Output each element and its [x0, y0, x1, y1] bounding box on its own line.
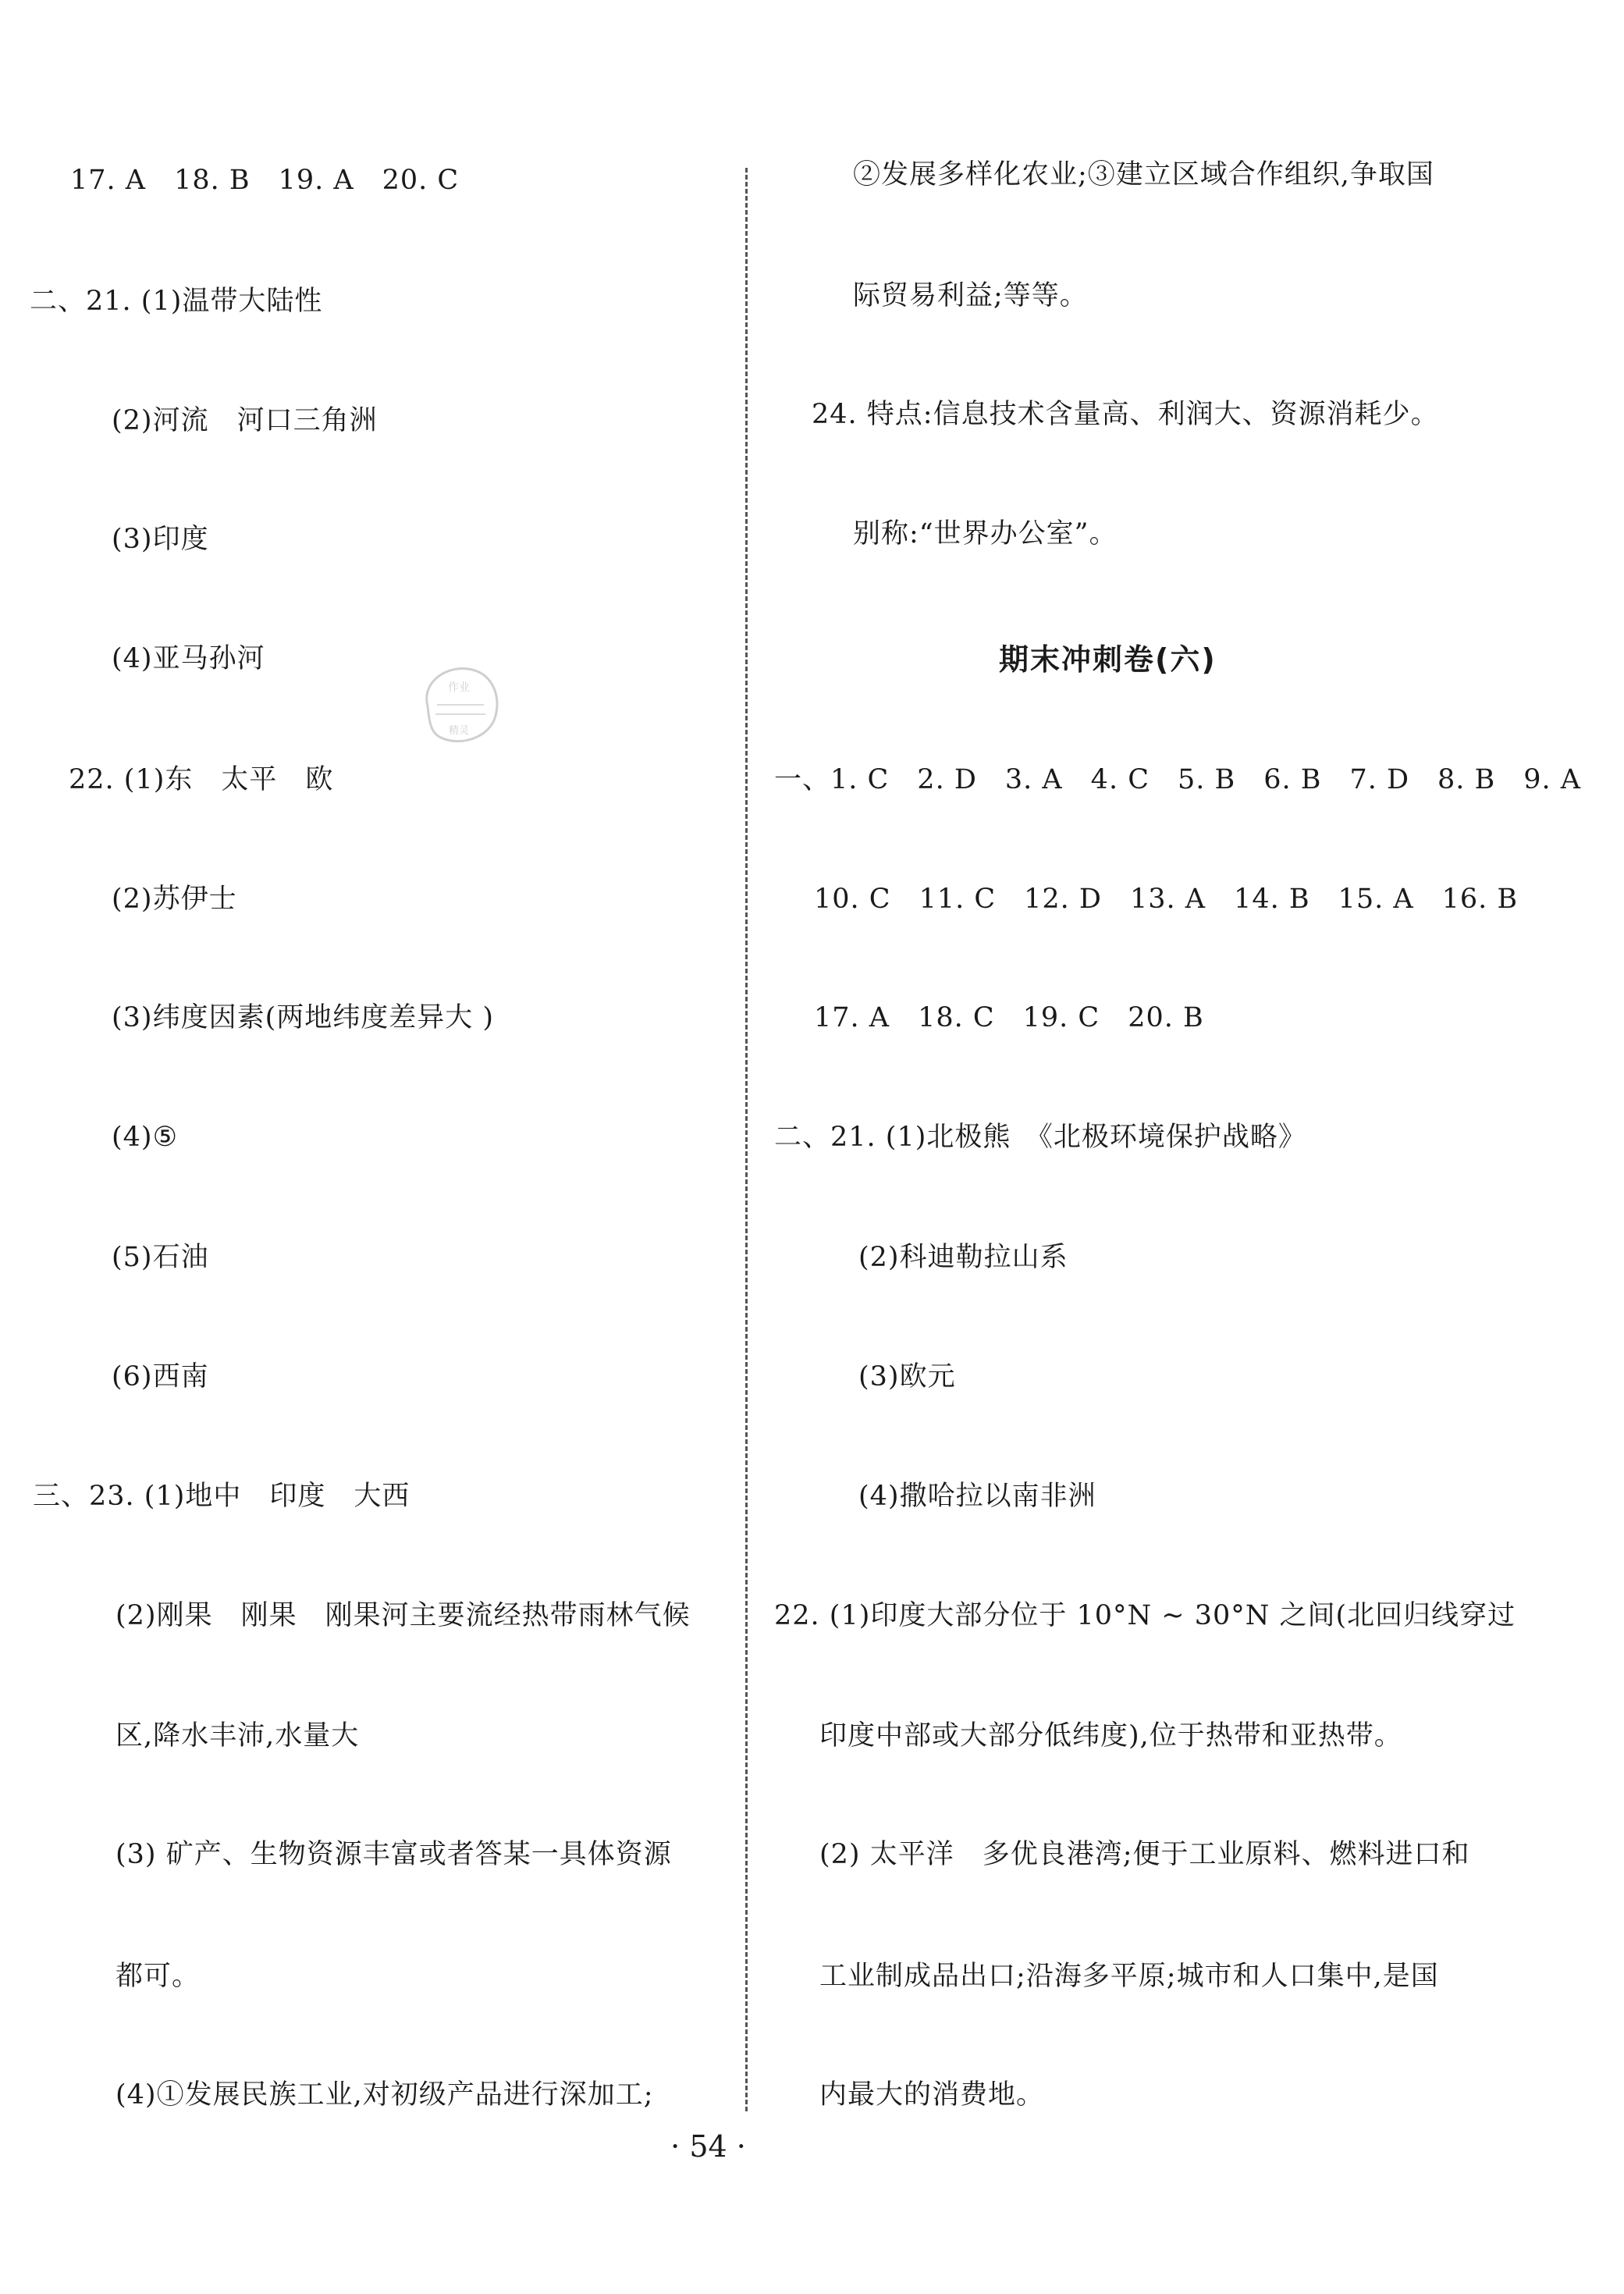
answer-line: 三、23. (1)地中 印度 大西 — [33, 1481, 410, 1512]
answer-line: (3)印度 — [112, 524, 209, 555]
answer-line: (2)河流 河口三角洲 — [112, 405, 378, 436]
answer-line: (2)苏伊士 — [112, 884, 237, 915]
answer-line: 内最大的消费地。 — [819, 2079, 1045, 2111]
answer-line: 二、21. (1)温带大陆性 — [30, 286, 323, 317]
answer-line: (2) 太平洋 多优良港湾;便于工业原料、燃料进口和 — [819, 1839, 1470, 1870]
answer-line: 印度中部或大部分低纬度),位于热带和亚热带。 — [819, 1720, 1402, 1752]
answer-line: 24. 特点:信息技术含量高、利润大、资源消耗少。 — [812, 399, 1439, 430]
answer-line: (3) 矿产、生物资源丰富或者答某一具体资源 — [115, 1839, 672, 1870]
answer-line: (3)欧元 — [858, 1361, 956, 1392]
answer-line: 际贸易利益;等等。 — [853, 280, 1088, 311]
answer-line: 17. A 18. C 19. C 20. B — [814, 1002, 1204, 1033]
answer-line: (4)⑤ — [112, 1122, 178, 1153]
page-number: · 54 · — [670, 2129, 746, 2164]
answer-line: (4)亚马孙河 — [112, 643, 265, 674]
answer-line: (6)西南 — [112, 1361, 209, 1392]
answer-line: 都可。 — [115, 1961, 201, 1992]
answer-line: (4)撒哈拉以南非洲 — [858, 1481, 1096, 1512]
answer-line: 22. (1)印度大部分位于 10°N ~ 30°N 之间(北回归线穿过 — [774, 1600, 1516, 1631]
answer-line: (2)科迪勒拉山系 — [858, 1242, 1068, 1273]
answer-line: ②发展多样化农业;③建立区域合作组织,争取国 — [853, 159, 1434, 190]
section-title: 期末冲刺卷(六) — [999, 642, 1217, 677]
answer-line: (5)石油 — [112, 1242, 209, 1273]
answer-line: 二、21. (1)北极熊 《北极环境保护战略》 — [774, 1122, 1306, 1153]
answer-line: 22. (1)东 太平 欧 — [69, 764, 334, 795]
answer-line: 17. A 18. B 19. A 20. C — [70, 165, 460, 196]
answer-line: 别称:“世界办公室”。 — [853, 518, 1118, 549]
answer-line: 工业制成品出口;沿海多平原;城市和人口集中,是国 — [819, 1961, 1439, 1992]
svg-text:精灵: 精灵 — [448, 725, 470, 737]
answer-line: (4)①发展民族工业,对初级产品进行深加工; — [115, 2079, 654, 2111]
answer-line: 10. C 11. C 12. D 13. A 14. B 15. A 16. B — [814, 884, 1519, 915]
column-divider — [745, 168, 748, 2111]
answer-line: 一、1. C 2. D 3. A 4. C 5. B 6. B 7. D 8. B 9. A — [774, 764, 1582, 795]
answer-line: (3)纬度因素(两地纬度差异大 ) — [112, 1002, 495, 1033]
answer-line: 区,降水丰沛,水量大 — [115, 1720, 360, 1752]
svg-text:作业: 作业 — [448, 681, 470, 694]
watermark-stamp-icon — [414, 660, 506, 752]
answer-line: (2)刚果 刚果 刚果河主要流经热带雨林气候 — [115, 1600, 691, 1631]
